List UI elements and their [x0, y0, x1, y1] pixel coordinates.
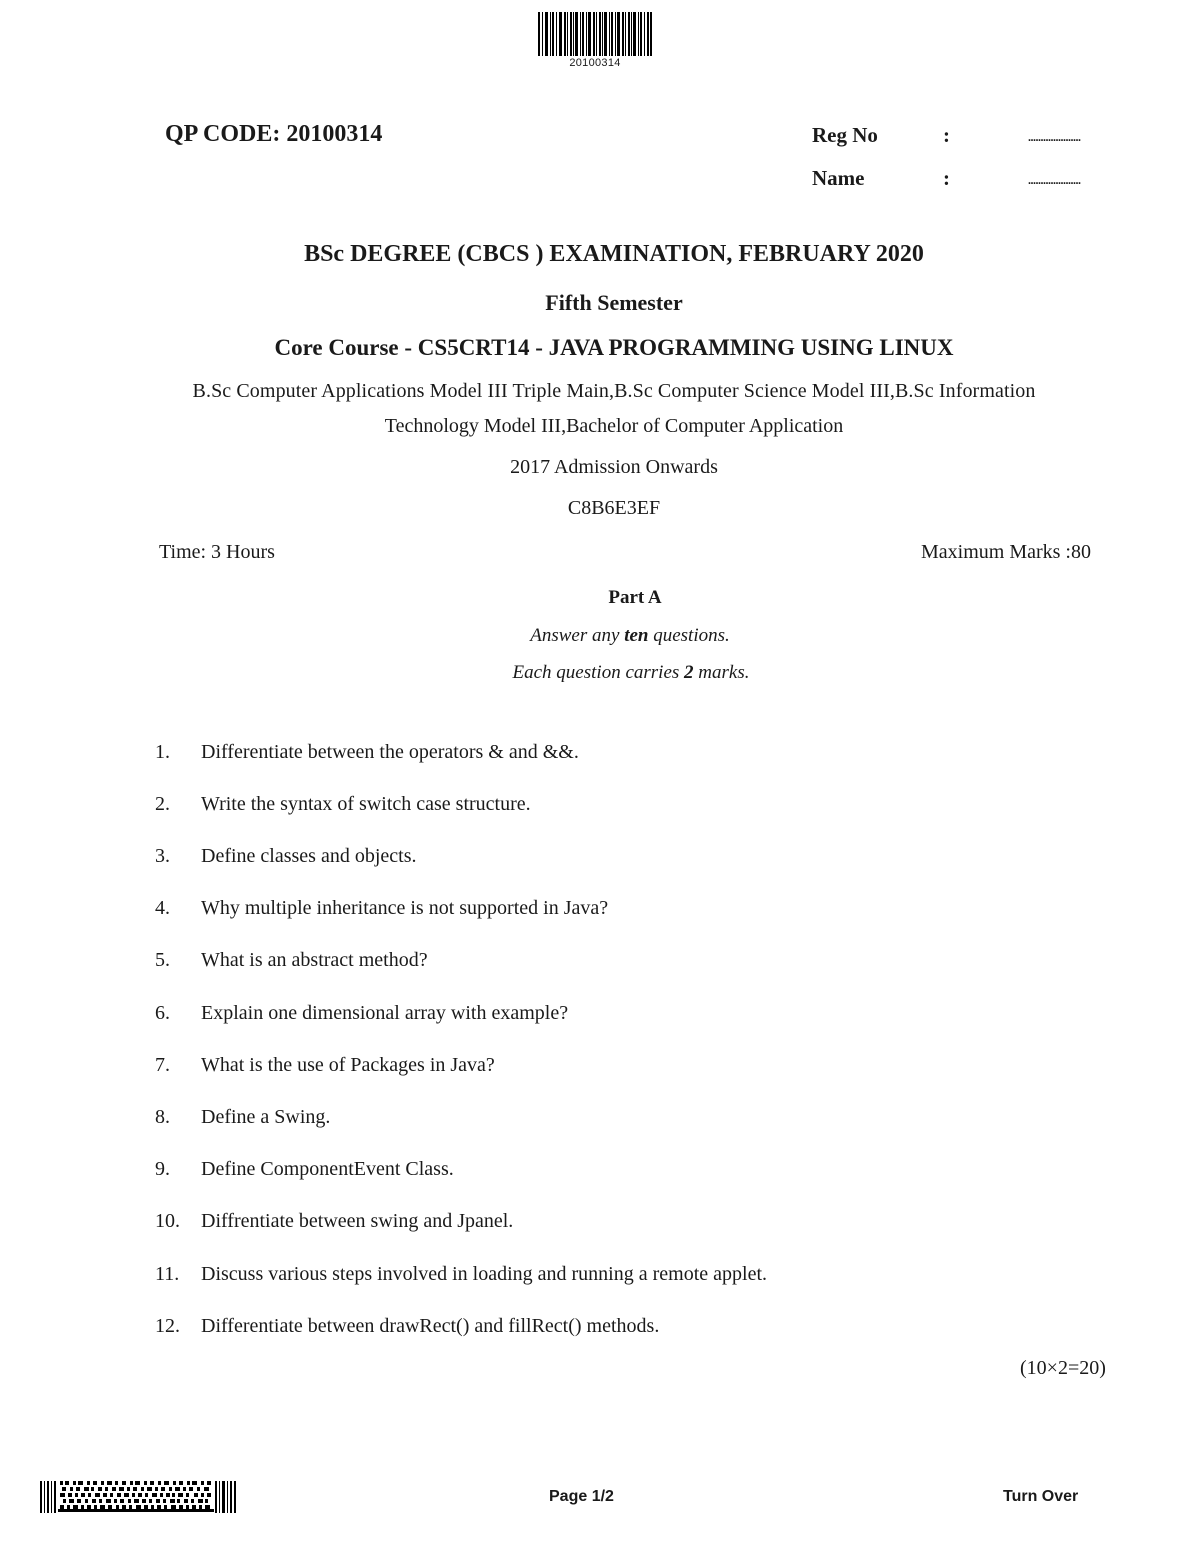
- question-number: 3.: [155, 845, 170, 867]
- question-number: 4.: [155, 897, 170, 919]
- reg-no-blank: .....................: [1028, 130, 1081, 144]
- question-number: 5.: [155, 949, 170, 971]
- course-title: Core Course - CS5CRT14 - JAVA PROGRAMMING USING LINUX: [274, 335, 954, 360]
- page-number: Page 1/2: [549, 1488, 614, 1505]
- semester: Fifth Semester: [545, 290, 683, 315]
- question-text: Define classes and objects.: [201, 845, 417, 867]
- instruction-1-prefix: Answer any: [530, 625, 625, 646]
- question-text: Differentiate between the operators & and &&.: [201, 741, 579, 763]
- question-text: Define ComponentEvent Class.: [201, 1158, 454, 1180]
- instruction-1-emphasis: ten: [624, 625, 649, 646]
- question-text: What is the use of Packages in Java?: [201, 1054, 495, 1076]
- top-barcode: [538, 12, 652, 69]
- question-number: 1.: [155, 741, 170, 763]
- reg-no-label: Reg No: [812, 123, 878, 147]
- paper-code: C8B6E3EF: [567, 497, 661, 519]
- programs-line-2: Technology Model III,Bachelor of Computer Application: [384, 415, 844, 437]
- question-number: 7.: [155, 1054, 170, 1076]
- name-colon: :: [943, 166, 950, 190]
- name-blank: .....................: [1028, 173, 1081, 187]
- instruction-marks-each: [0, 662, 1200, 684]
- instruction-2-emphasis: 2: [684, 662, 694, 683]
- question-text: Differentiate between drawRect() and fillRect() methods.: [201, 1315, 660, 1337]
- question-number: 10.: [155, 1210, 180, 1232]
- max-marks: Maximum Marks :80: [921, 541, 1091, 563]
- instruction-answer-any: [0, 625, 1200, 647]
- question-number: 8.: [155, 1106, 170, 1128]
- question-text: Discuss various steps involved in loading and running a remote applet.: [201, 1263, 768, 1285]
- question-text: Diffrentiate between swing and Jpanel.: [201, 1210, 514, 1232]
- qp-code: QP CODE: 20100314: [165, 121, 383, 147]
- barcode-image: [538, 12, 652, 56]
- part-a-heading: Part A: [608, 587, 662, 608]
- question-text: What is an abstract method?: [201, 949, 428, 971]
- question-number: 11.: [155, 1263, 180, 1285]
- datamatrix-barcode-image: [40, 1481, 236, 1513]
- question-text: Why multiple inheritance is not supported in Java?: [201, 897, 609, 919]
- instruction-1-suffix: questions.: [648, 625, 730, 646]
- instruction-2-prefix: Each question carries: [512, 662, 685, 683]
- reg-no-colon: :: [943, 123, 950, 147]
- question-text: Explain one dimensional array with example?: [201, 1002, 569, 1024]
- bottom-barcode: [40, 1481, 236, 1513]
- question-number: 6.: [155, 1002, 170, 1024]
- programs-line-1: B.Sc Computer Applications Model III Triple Main,B.Sc Computer Science Model III,B.Sc Information: [192, 380, 1036, 402]
- exam-title: BSc DEGREE (CBCS ) EXAMINATION, FEBRUARY 2020: [304, 241, 924, 267]
- question-number: 2.: [155, 793, 170, 815]
- question-text: Write the syntax of switch case structure.: [201, 793, 531, 815]
- question-text: Define a Swing.: [201, 1106, 331, 1128]
- question-number: 9.: [155, 1158, 170, 1180]
- marks-summary: (10×2=20): [1020, 1357, 1106, 1379]
- barcode-number: 20100314: [569, 57, 621, 69]
- question-number: 12.: [155, 1315, 180, 1337]
- admission-info: 2017 Admission Onwards: [510, 456, 718, 478]
- name-label: Name: [812, 166, 865, 190]
- turn-over-note: Turn Over: [1003, 1488, 1079, 1505]
- instruction-2-suffix: marks.: [693, 662, 750, 683]
- exam-time: Time: 3 Hours: [159, 541, 275, 563]
